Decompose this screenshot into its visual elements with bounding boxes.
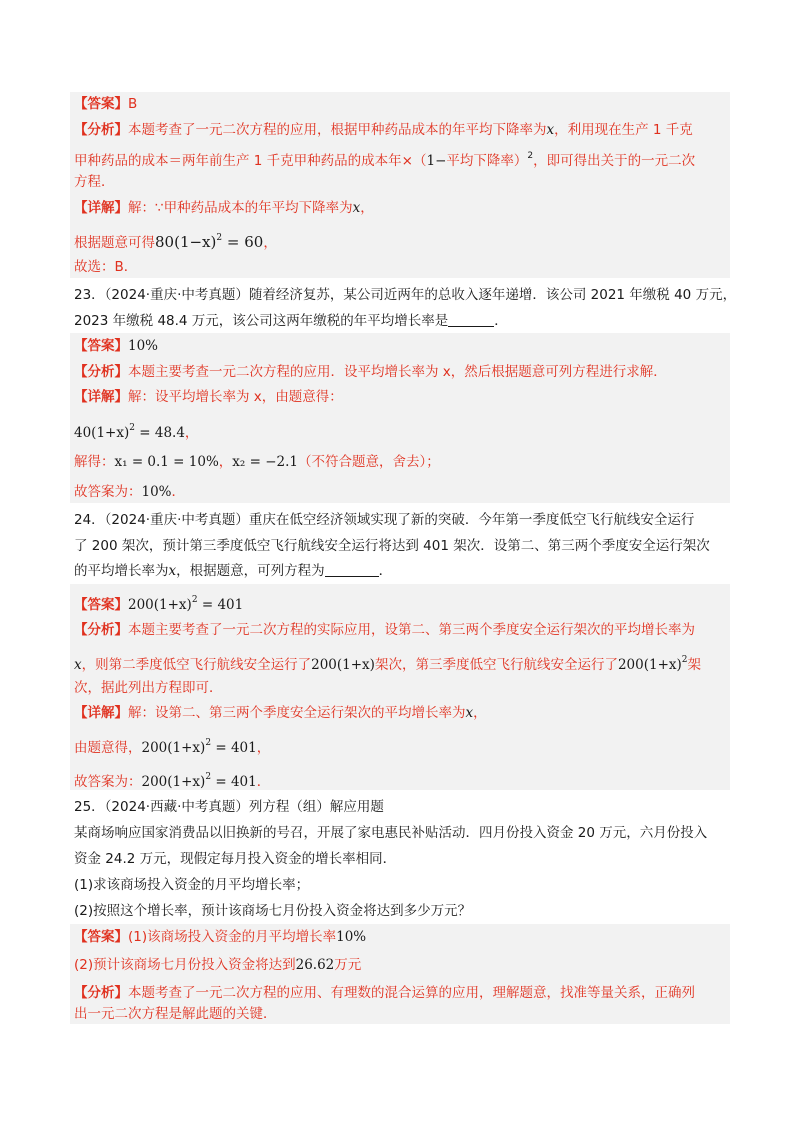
q23-answer-blank (448, 312, 494, 327)
q24-answer: 【答案】$200(1+x)^2 = 401$ (74, 595, 244, 613)
q23-solve: 解得：x₁ = 0.1 = 10%，x₂ = −2.1（不符合题意，舍去）； (74, 454, 440, 470)
q24-stem-line-3: 的平均增长率为x，根据题意，可列方程为 ． (74, 563, 393, 579)
q22-analysis-line-2: 甲种药品的成本＝两年前生产 1 千克甲种药品的成本年×（1−平均下降率）$^2$，即可得出关于的一元二次 (74, 151, 696, 169)
q24-conclusion: 故答案为：$200(1+x)^2 = 401$． (74, 772, 271, 790)
q22-detail-line-1: 【详解】解：∵甲种药品成本的年平均下降率为x， (74, 200, 374, 216)
q23-stem-line-1: 23．（2024·重庆·中考真题）随着经济复苏，某公司近两年的总收入逐年递增．该公司 2021 年缴税 40 万元， (74, 287, 737, 303)
q24-analysis-line-3: 次，据此列出方程即可． (74, 680, 223, 696)
q22-analysis-line-3: 方程． (74, 174, 115, 190)
q23-detail-line-1: 【详解】解：设平均增长率为 x，由题意得： (74, 389, 343, 405)
q24-analysis-line-2: x，则第二季度低空飞行航线安全运行了200(1+x)架次，第三季度低空飞行航线安全运行了$200(1+x)^2$架 (74, 655, 702, 673)
q25-answer-2: (2)预计该商场七月份投入资金将达到26.62万元 (74, 957, 362, 973)
q25-subquestion-2: (2)按照这个增长率，预计该商场七月份投入资金将达到多少万元？ (74, 903, 472, 919)
q24-stem-line-1: 24．（2024·重庆·中考真题）重庆在低空经济领域实现了新的突破．今年第一季度低空飞行航线安全运行 (74, 512, 695, 528)
q25-stem-line-1: 某商场响应国家消费品以旧换新的号召，开展了家电惠民补贴活动．四月份投入资金 20 万元，六月份投入 (74, 825, 708, 841)
q23-answer: 【答案】10% (74, 338, 159, 354)
q25-analysis-line-1: 【分析】本题考查了一元二次方程的应用、有理数的混合运算的应用，理解题意，找准等量关系，正确列 (74, 985, 695, 1001)
q23-equation: $40(1+x)^2 = 48.4$， (74, 423, 199, 441)
q25-answer-1: 【答案】(1)该商场投入资金的月平均增长率10% (74, 929, 367, 945)
q23-conclusion: 故答案为：10%． (74, 484, 186, 500)
q24-stem-line-2: 了 200 架次，预计第三季度低空飞行航线安全运行将达到 401 架次．设第二、第三两个季度安全运行架次 (74, 538, 710, 554)
q25-subquestion-1: (1)求该商场投入资金的月平均增长率； (74, 877, 310, 893)
q24-answer-blank (325, 562, 379, 577)
q22-detail-line-2: 根据题意可得$80(1-x)^2 = 60$， (74, 233, 277, 251)
q23-stem-line-2: 2023 年缴税 48.4 万元，该公司这两年缴税的年平均增长率是 ． (74, 313, 508, 329)
q24-analysis-line-1: 【分析】本题主要考查了一元二次方程的实际应用，设第二、第三两个季度安全运行架次的平均增长率为 (74, 622, 695, 638)
q22-answer: 【答案】B (74, 96, 138, 112)
q23-analysis: 【分析】本题主要考查一元二次方程的应用．设平均增长率为 x，然后根据题意可列方程进行求解． (74, 364, 667, 380)
q22-analysis-line-1: 【分析】本题考查了一元二次方程的应用，根据甲种药品成本的年平均下降率为x，利用现在生产 1 千克 (74, 122, 693, 138)
q25-analysis-line-2: 出一元二次方程是解此题的关键． (74, 1006, 277, 1022)
q24-detail-line-1: 【详解】解：设第二、第三两个季度安全运行架次的平均增长率为x， (74, 705, 487, 721)
q24-detail-line-2: 由题意得，$200(1+x)^2 = 401$， (74, 738, 271, 756)
q25-title: 25．（2024·西藏·中考真题）列方程（组）解应用题 (74, 799, 384, 815)
q22-conclusion: 故选：B． (74, 259, 138, 275)
q25-stem-line-2: 资金 24.2 万元，现假定每月投入资金的增长率相同． (74, 851, 397, 867)
